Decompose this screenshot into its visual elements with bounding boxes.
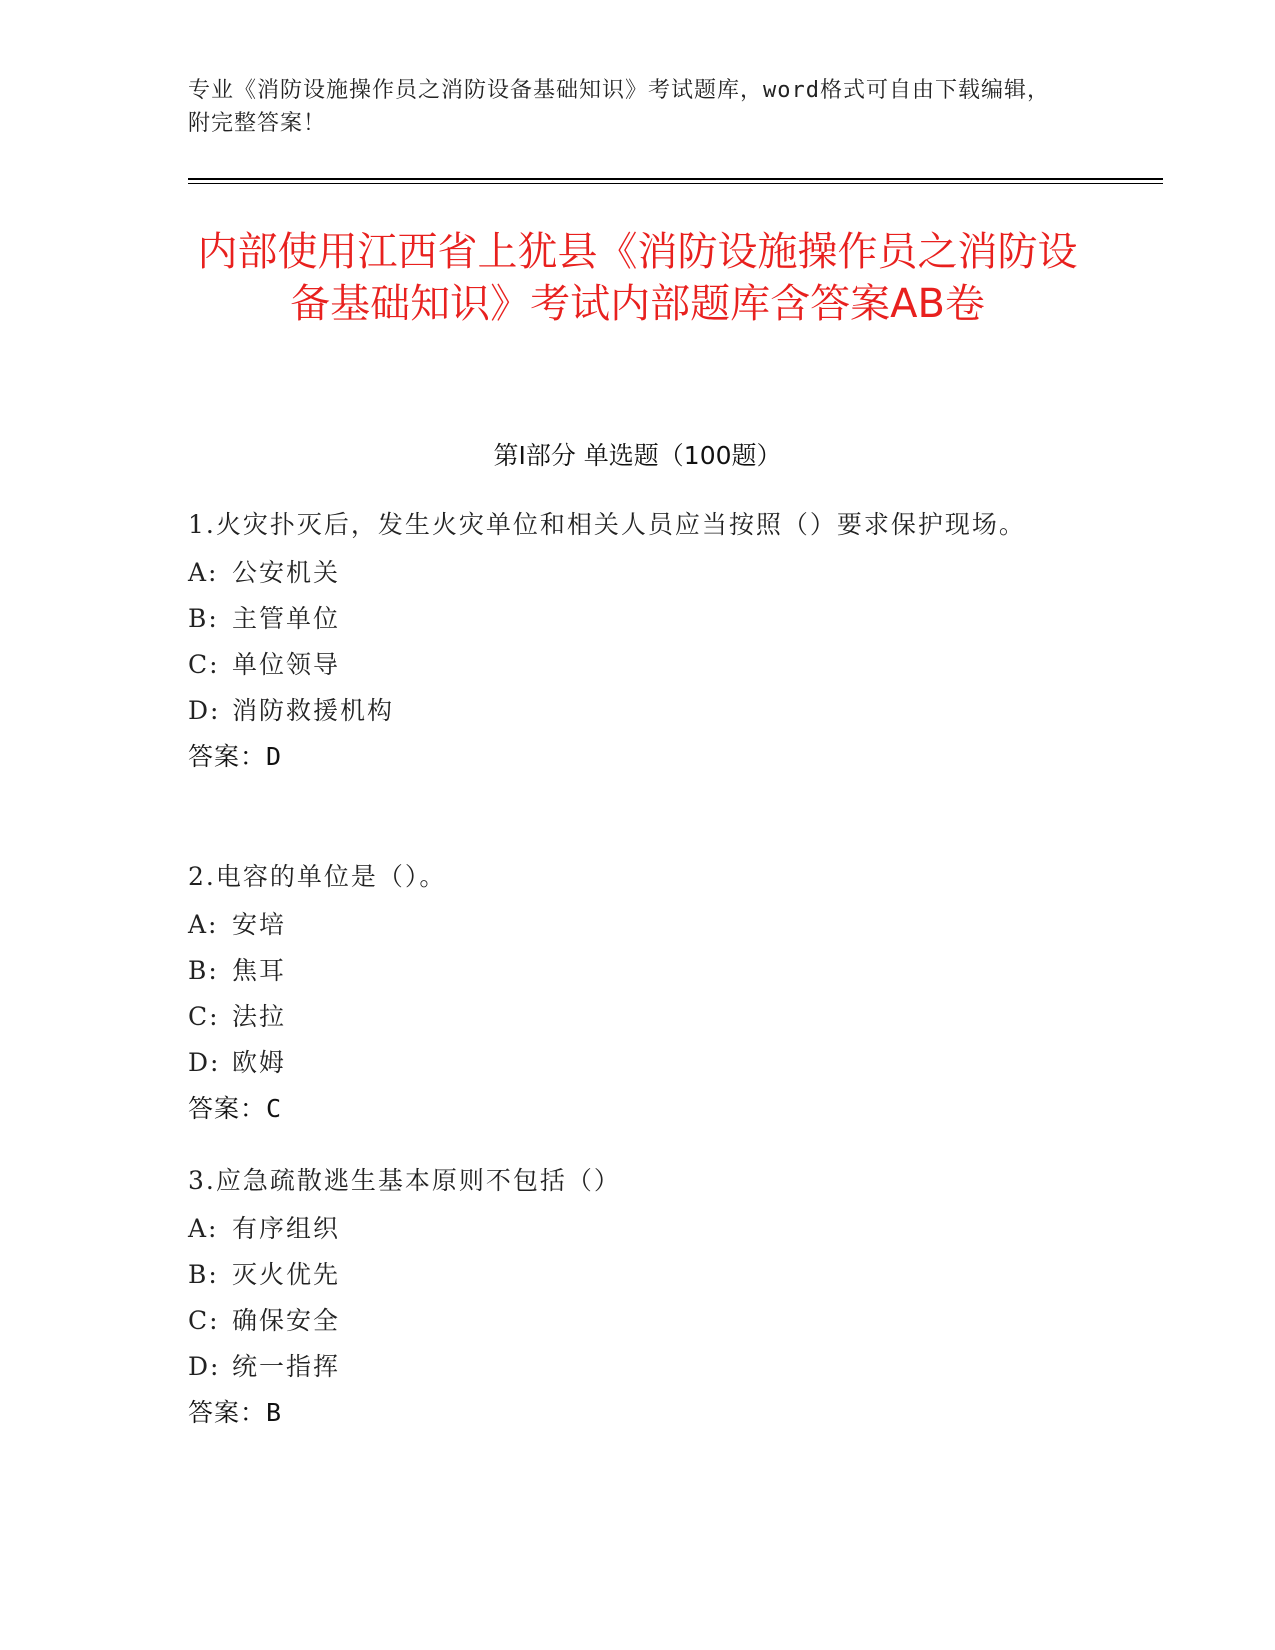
option-text: 有序组织 xyxy=(232,1214,341,1243)
answer-label: 答案： xyxy=(188,1398,267,1427)
option-text: 法拉 xyxy=(232,1002,287,1031)
option-a xyxy=(188,902,1068,948)
option-a xyxy=(188,550,1068,596)
option-letter: C: xyxy=(188,650,220,679)
option-text: 统一指挥 xyxy=(232,1352,341,1381)
option-b xyxy=(188,1252,1068,1298)
option-letter: B: xyxy=(188,604,219,633)
option-c xyxy=(188,642,1068,688)
option-letter: D: xyxy=(188,696,221,725)
option-b xyxy=(188,948,1068,994)
answer-label: 答案： xyxy=(188,742,267,771)
option-letter: D: xyxy=(188,1048,221,1077)
option-text: 消防救援机构 xyxy=(232,696,395,725)
option-b xyxy=(188,596,1068,642)
answer-line xyxy=(188,1390,1068,1436)
answer-value: C xyxy=(266,1094,283,1123)
option-text: 单位领导 xyxy=(232,650,341,679)
question-2 xyxy=(188,852,1068,1132)
option-text: 公安机关 xyxy=(232,558,341,587)
header-note: 专业《消防设施操作员之消防设备基础知识》考试题库，word格式可自由下载编辑，附完整答案！ xyxy=(188,78,1050,136)
option-letter: D: xyxy=(188,1352,221,1381)
option-text: 焦耳 xyxy=(232,956,287,985)
option-d xyxy=(188,1040,1068,1086)
question-stem: 1.火灾扑灭后，发生火灾单位和相关人员应当按照（）要求保护现场。 xyxy=(188,510,1026,539)
option-letter: B: xyxy=(188,956,219,985)
option-letter: A: xyxy=(188,1214,219,1243)
option-letter: C: xyxy=(188,1306,220,1335)
header-divider-thick xyxy=(188,178,1163,180)
answer-line xyxy=(188,1086,1068,1132)
question-3 xyxy=(188,1156,1068,1436)
answer-value: D xyxy=(266,742,283,771)
answer-line xyxy=(188,734,1068,780)
option-letter: A: xyxy=(188,910,219,939)
option-text: 欧姆 xyxy=(232,1048,287,1077)
question-stem: 2.电容的单位是（）。 xyxy=(188,862,447,891)
option-text: 主管单位 xyxy=(232,604,341,633)
option-text: 安培 xyxy=(232,910,287,939)
section-title: 第Ⅰ部分 单选题（100题） xyxy=(493,441,782,470)
document-title: 内部使用江西省上犹县《消防设施操作员之消防设备基础知识》考试内部题库含答案AB卷 xyxy=(197,229,1078,327)
option-c xyxy=(188,994,1068,1040)
option-letter: C: xyxy=(188,1002,220,1031)
option-d xyxy=(188,1344,1068,1390)
question-stem: 3.应急疏散逃生基本原则不包括（） xyxy=(188,1166,621,1195)
option-c xyxy=(188,1298,1068,1344)
option-text: 灭火优先 xyxy=(232,1260,341,1289)
question-1 xyxy=(188,500,1068,780)
header-divider-thin xyxy=(188,183,1163,184)
option-letter: B: xyxy=(188,1260,219,1289)
option-letter: A: xyxy=(188,558,219,587)
option-text: 确保安全 xyxy=(232,1306,341,1335)
option-d xyxy=(188,688,1068,734)
option-a xyxy=(188,1206,1068,1252)
answer-label: 答案： xyxy=(188,1094,267,1123)
answer-value: B xyxy=(266,1398,283,1427)
